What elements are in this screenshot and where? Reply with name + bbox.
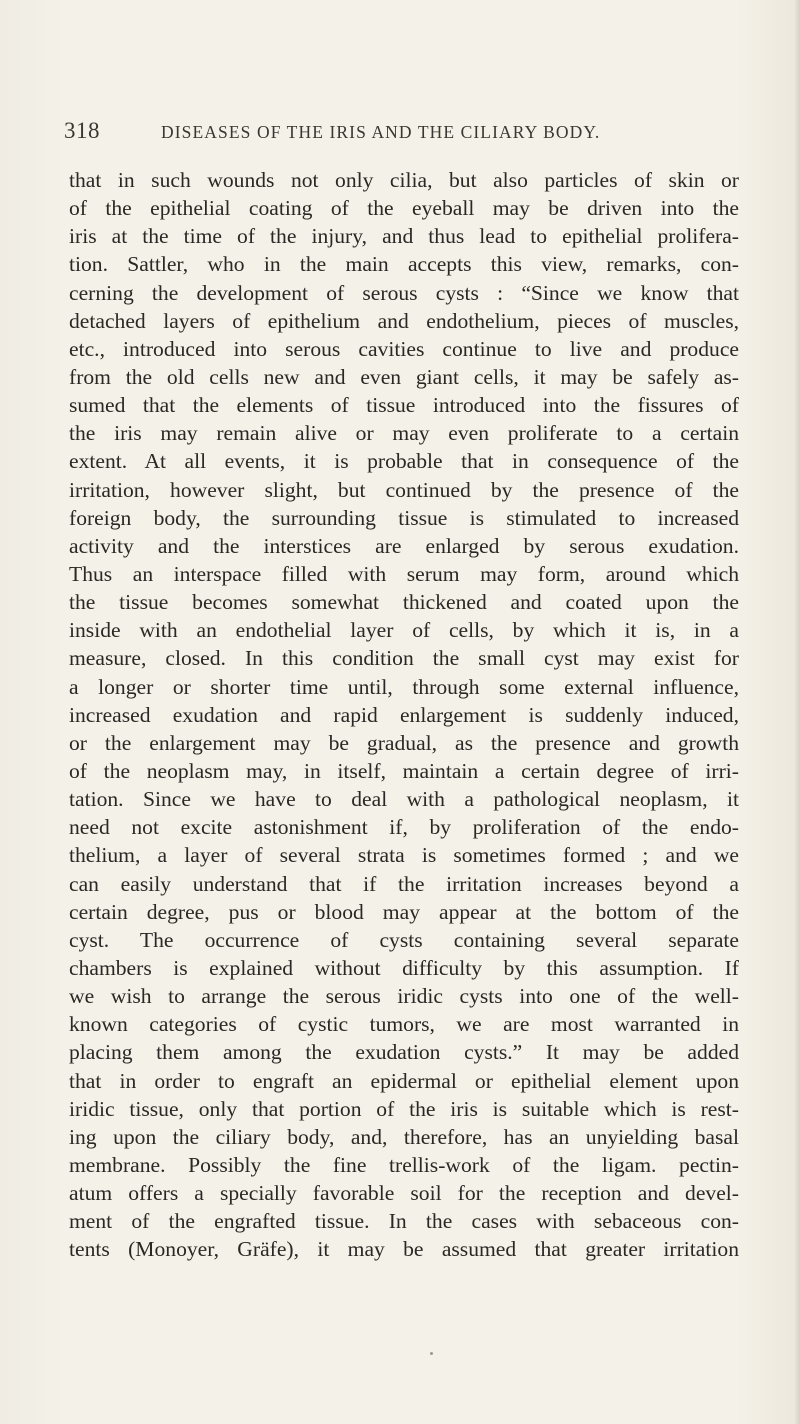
text-line: the iris may remain alive or may even proliferate to a certain	[69, 421, 739, 446]
text-line: ment of the engrafted tissue. In the cases with sebaceous con-	[69, 1209, 739, 1234]
text-line: certain degree, pus or blood may appear at the bottom of the	[69, 899, 739, 924]
text-line: can easily understand that if the irritation increases beyond a	[69, 871, 739, 896]
text-line: cerning the development of serous cysts : “Since we know that	[69, 280, 739, 305]
text-line: that in order to engraft an epidermal or epithelial element upon	[69, 1068, 739, 1093]
text-line: Thus an interspace filled with serum may form, around which	[69, 561, 739, 586]
text-line: extent. At all events, it is probable that in consequence of the	[69, 449, 739, 474]
ink-speck	[430, 1352, 433, 1355]
text-line: measure, closed. In this condition the small cyst may exist for	[69, 646, 739, 671]
page-number: 318	[64, 118, 100, 143]
page-edge-shadow	[794, 0, 800, 1424]
text-line: etc., introduced into serous cavities continue to live and produce	[69, 336, 739, 361]
text-line: tents (Monoyer, Gräfe), it may be assumed that greater irritation	[69, 1237, 739, 1262]
page-header	[64, 118, 744, 148]
text-line: of the epithelial coating of the eyeball may be driven into the	[69, 196, 739, 221]
text-line: iris at the time of the injury, and thus lead to epithelial prolifera-	[69, 224, 739, 249]
text-line: that in such wounds not only cilia, but also particles of skin or	[69, 168, 739, 192]
text-line: tation. Since we have to deal with a pathological neoplasm, it	[69, 787, 739, 812]
text-line: the tissue becomes somewhat thickened and coated upon the	[69, 590, 739, 615]
text-line: inside with an endothelial layer of cells, by which it is, in a	[69, 618, 739, 643]
body-text	[69, 166, 739, 1263]
text-line: placing them among the exudation cysts.” It may be added	[69, 1040, 739, 1065]
text-line: we wish to arrange the serous iridic cysts into one of the well-	[69, 984, 739, 1009]
text-line: activity and the interstices are enlarged by serous exudation.	[69, 533, 739, 558]
text-line: from the old cells new and even giant cells, it may be safely as-	[69, 364, 739, 389]
text-line: detached layers of epithelium and endothelium, pieces of muscles,	[69, 308, 739, 333]
text-line: membrane. Possibly the fine trellis-work of the ligam. pectin-	[69, 1152, 739, 1177]
text-line: increased exudation and rapid enlargement is suddenly induced,	[69, 702, 739, 727]
text-line: ing upon the ciliary body, and, therefore, has an unyielding basal	[69, 1124, 739, 1149]
text-line: known categories of cystic tumors, we are most warranted in	[69, 1012, 739, 1037]
text-line: irritation, however slight, but continued by the presence of the	[69, 477, 739, 502]
text-line: cyst. The occurrence of cysts containing several separate	[69, 927, 739, 952]
text-line: tion. Sattler, who in the main accepts this view, remarks, con-	[69, 252, 739, 277]
text-line: or the enlargement may be gradual, as the presence and growth	[69, 730, 739, 755]
text-line: of the neoplasm may, in itself, maintain a certain degree of irri-	[69, 758, 739, 783]
text-line: need not excite astonishment if, by proliferation of the endo-	[69, 815, 739, 840]
text-line: foreign body, the surrounding tissue is stimulated to increased	[69, 505, 739, 530]
running-head: DISEASES OF THE IRIS AND THE CILIARY BODY.	[161, 122, 601, 142]
text-line: sumed that the elements of tissue introduced into the fissures of	[69, 393, 739, 418]
text-line: chambers is explained without difficulty by this assumption. If	[69, 955, 739, 980]
text-line: iridic tissue, only that portion of the iris is suitable which is rest-	[69, 1096, 739, 1121]
text-line: thelium, a layer of several strata is sometimes formed ; and we	[69, 843, 739, 868]
text-line: atum offers a specially favorable soil for the reception and devel-	[69, 1181, 739, 1206]
text-line: a longer or shorter time until, through some external influence,	[69, 674, 739, 699]
